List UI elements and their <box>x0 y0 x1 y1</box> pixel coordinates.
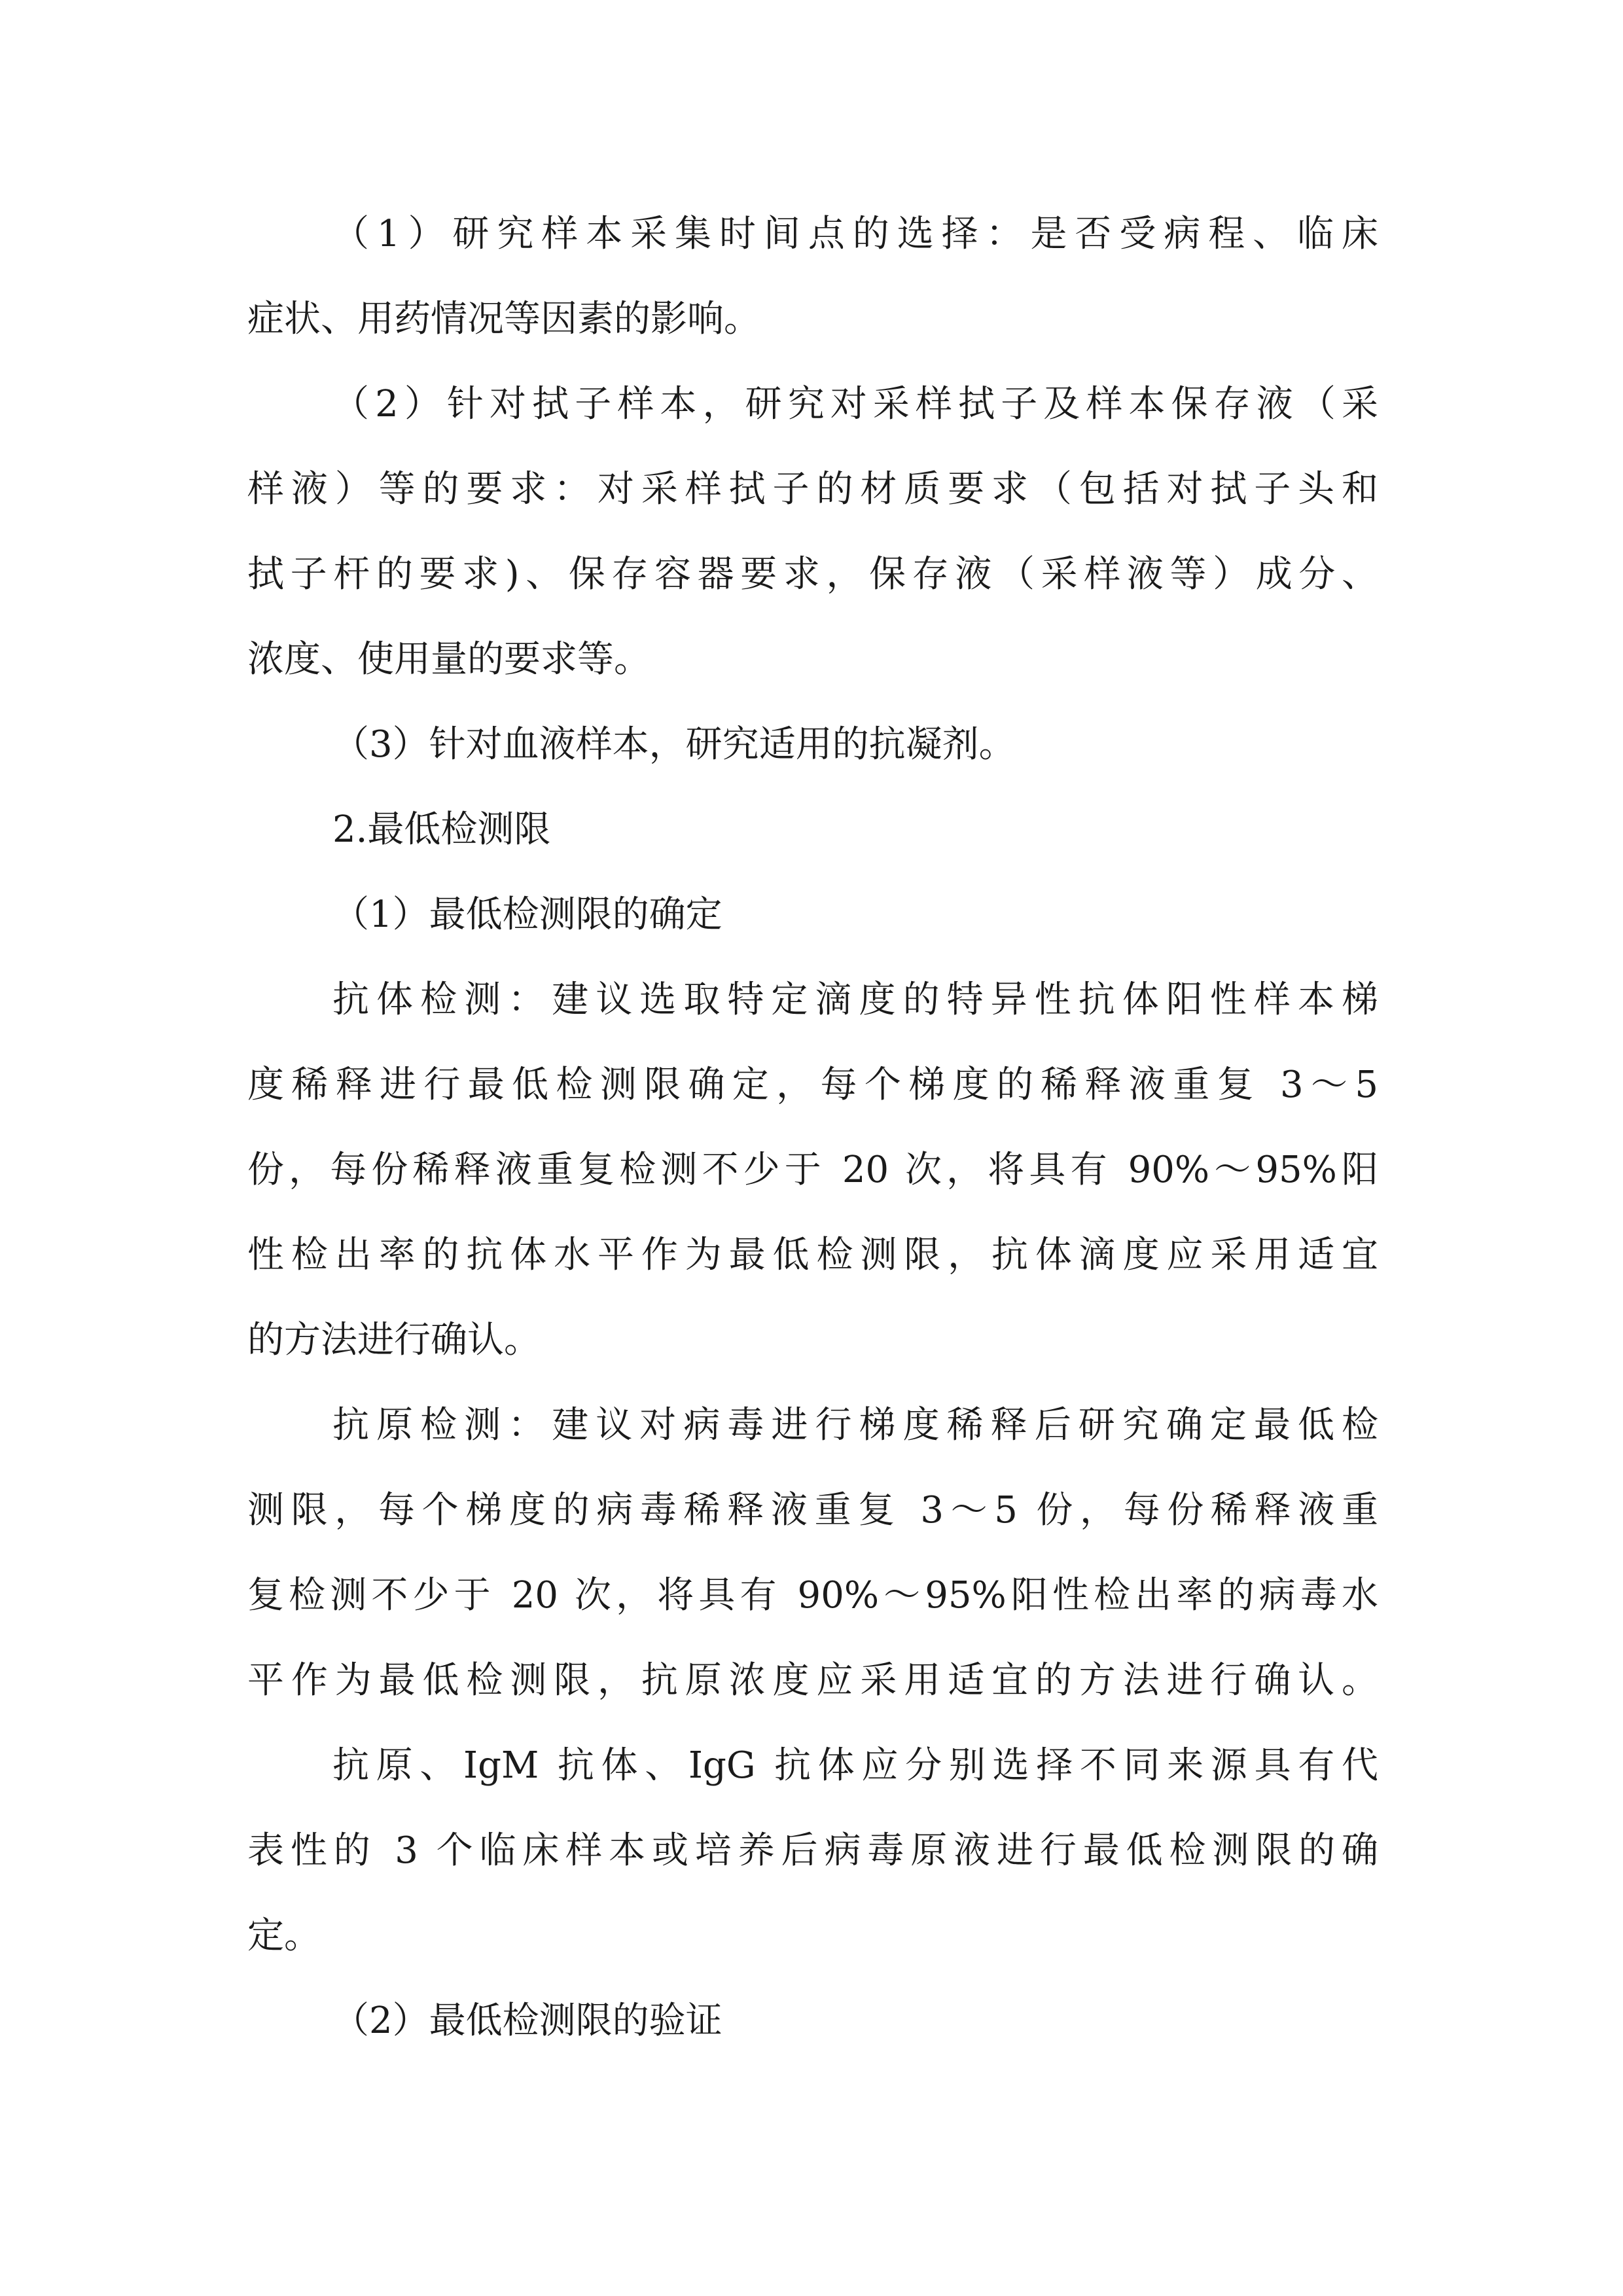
paragraph-antigen-line-4: 平作为最低检测限，抗原浓度应采用适宜的方法进行确认。 <box>247 1659 1378 1702</box>
subsection-heading-1: （1）最低检测限的确定 <box>332 893 722 936</box>
section-heading: 2.最低检测限 <box>332 808 551 851</box>
paragraph-antibody-line-3: 份，每份稀释液重复检测不少于 20 次，将具有 90%～95%阳 <box>247 1149 1378 1191</box>
paragraph-samples-line-3: 定。 <box>247 1914 321 1957</box>
paragraph-2-line-3: 拭子杆的要求)、保存容器要求，保存液（采样液等）成分、 <box>247 553 1378 596</box>
paragraph-1-line-1: （1）研究样本采集时间点的选择：是否受病程、临床 <box>332 213 1378 255</box>
paragraph-1-line-2: 症状、用药情况等因素的影响。 <box>247 298 760 340</box>
paragraph-samples-line-1: 抗原、IgM 抗体、IgG 抗体应分别选择不同来源具有代 <box>332 1744 1378 1787</box>
subsection-heading-2: （2）最低检测限的验证 <box>332 2000 722 2042</box>
paragraph-antigen-line-3: 复检测不少于 20 次，将具有 90%～95%阳性检出率的病毒水 <box>247 1574 1378 1617</box>
paragraph-2-line-1: （2）针对拭子样本，研究对采样拭子及样本保存液（采 <box>332 383 1378 425</box>
paragraph-antigen-line-1: 抗原检测：建议对病毒进行梯度稀释后研究确定最低检 <box>332 1404 1378 1446</box>
paragraph-antigen-line-2: 测限，每个梯度的病毒稀释液重复 3～5 份，每份稀释液重 <box>247 1489 1378 1532</box>
paragraph-antibody-line-4: 性检出率的抗体水平作为最低检测限，抗体滴度应采用适宜 <box>247 1234 1378 1276</box>
paragraph-3-line-1: （3）针对血液样本，研究适用的抗凝剂。 <box>332 723 1016 766</box>
paragraph-antibody-line-2: 度稀释进行最低检测限确定，每个梯度的稀释液重复 3～5 <box>247 1064 1378 1106</box>
paragraph-2-line-4: 浓度、使用量的要求等。 <box>247 638 651 681</box>
paragraph-antibody-line-5: 的方法进行确认。 <box>247 1319 541 1361</box>
paragraph-2-line-2: 样液）等的要求：对采样拭子的材质要求（包括对拭子头和 <box>247 468 1378 511</box>
paragraph-samples-line-2: 表性的 3 个临床样本或培养后病毒原液进行最低检测限的确 <box>247 1829 1378 1872</box>
paragraph-antibody-line-1: 抗体检测：建议选取特定滴度的特异性抗体阳性样本梯 <box>332 978 1378 1021</box>
